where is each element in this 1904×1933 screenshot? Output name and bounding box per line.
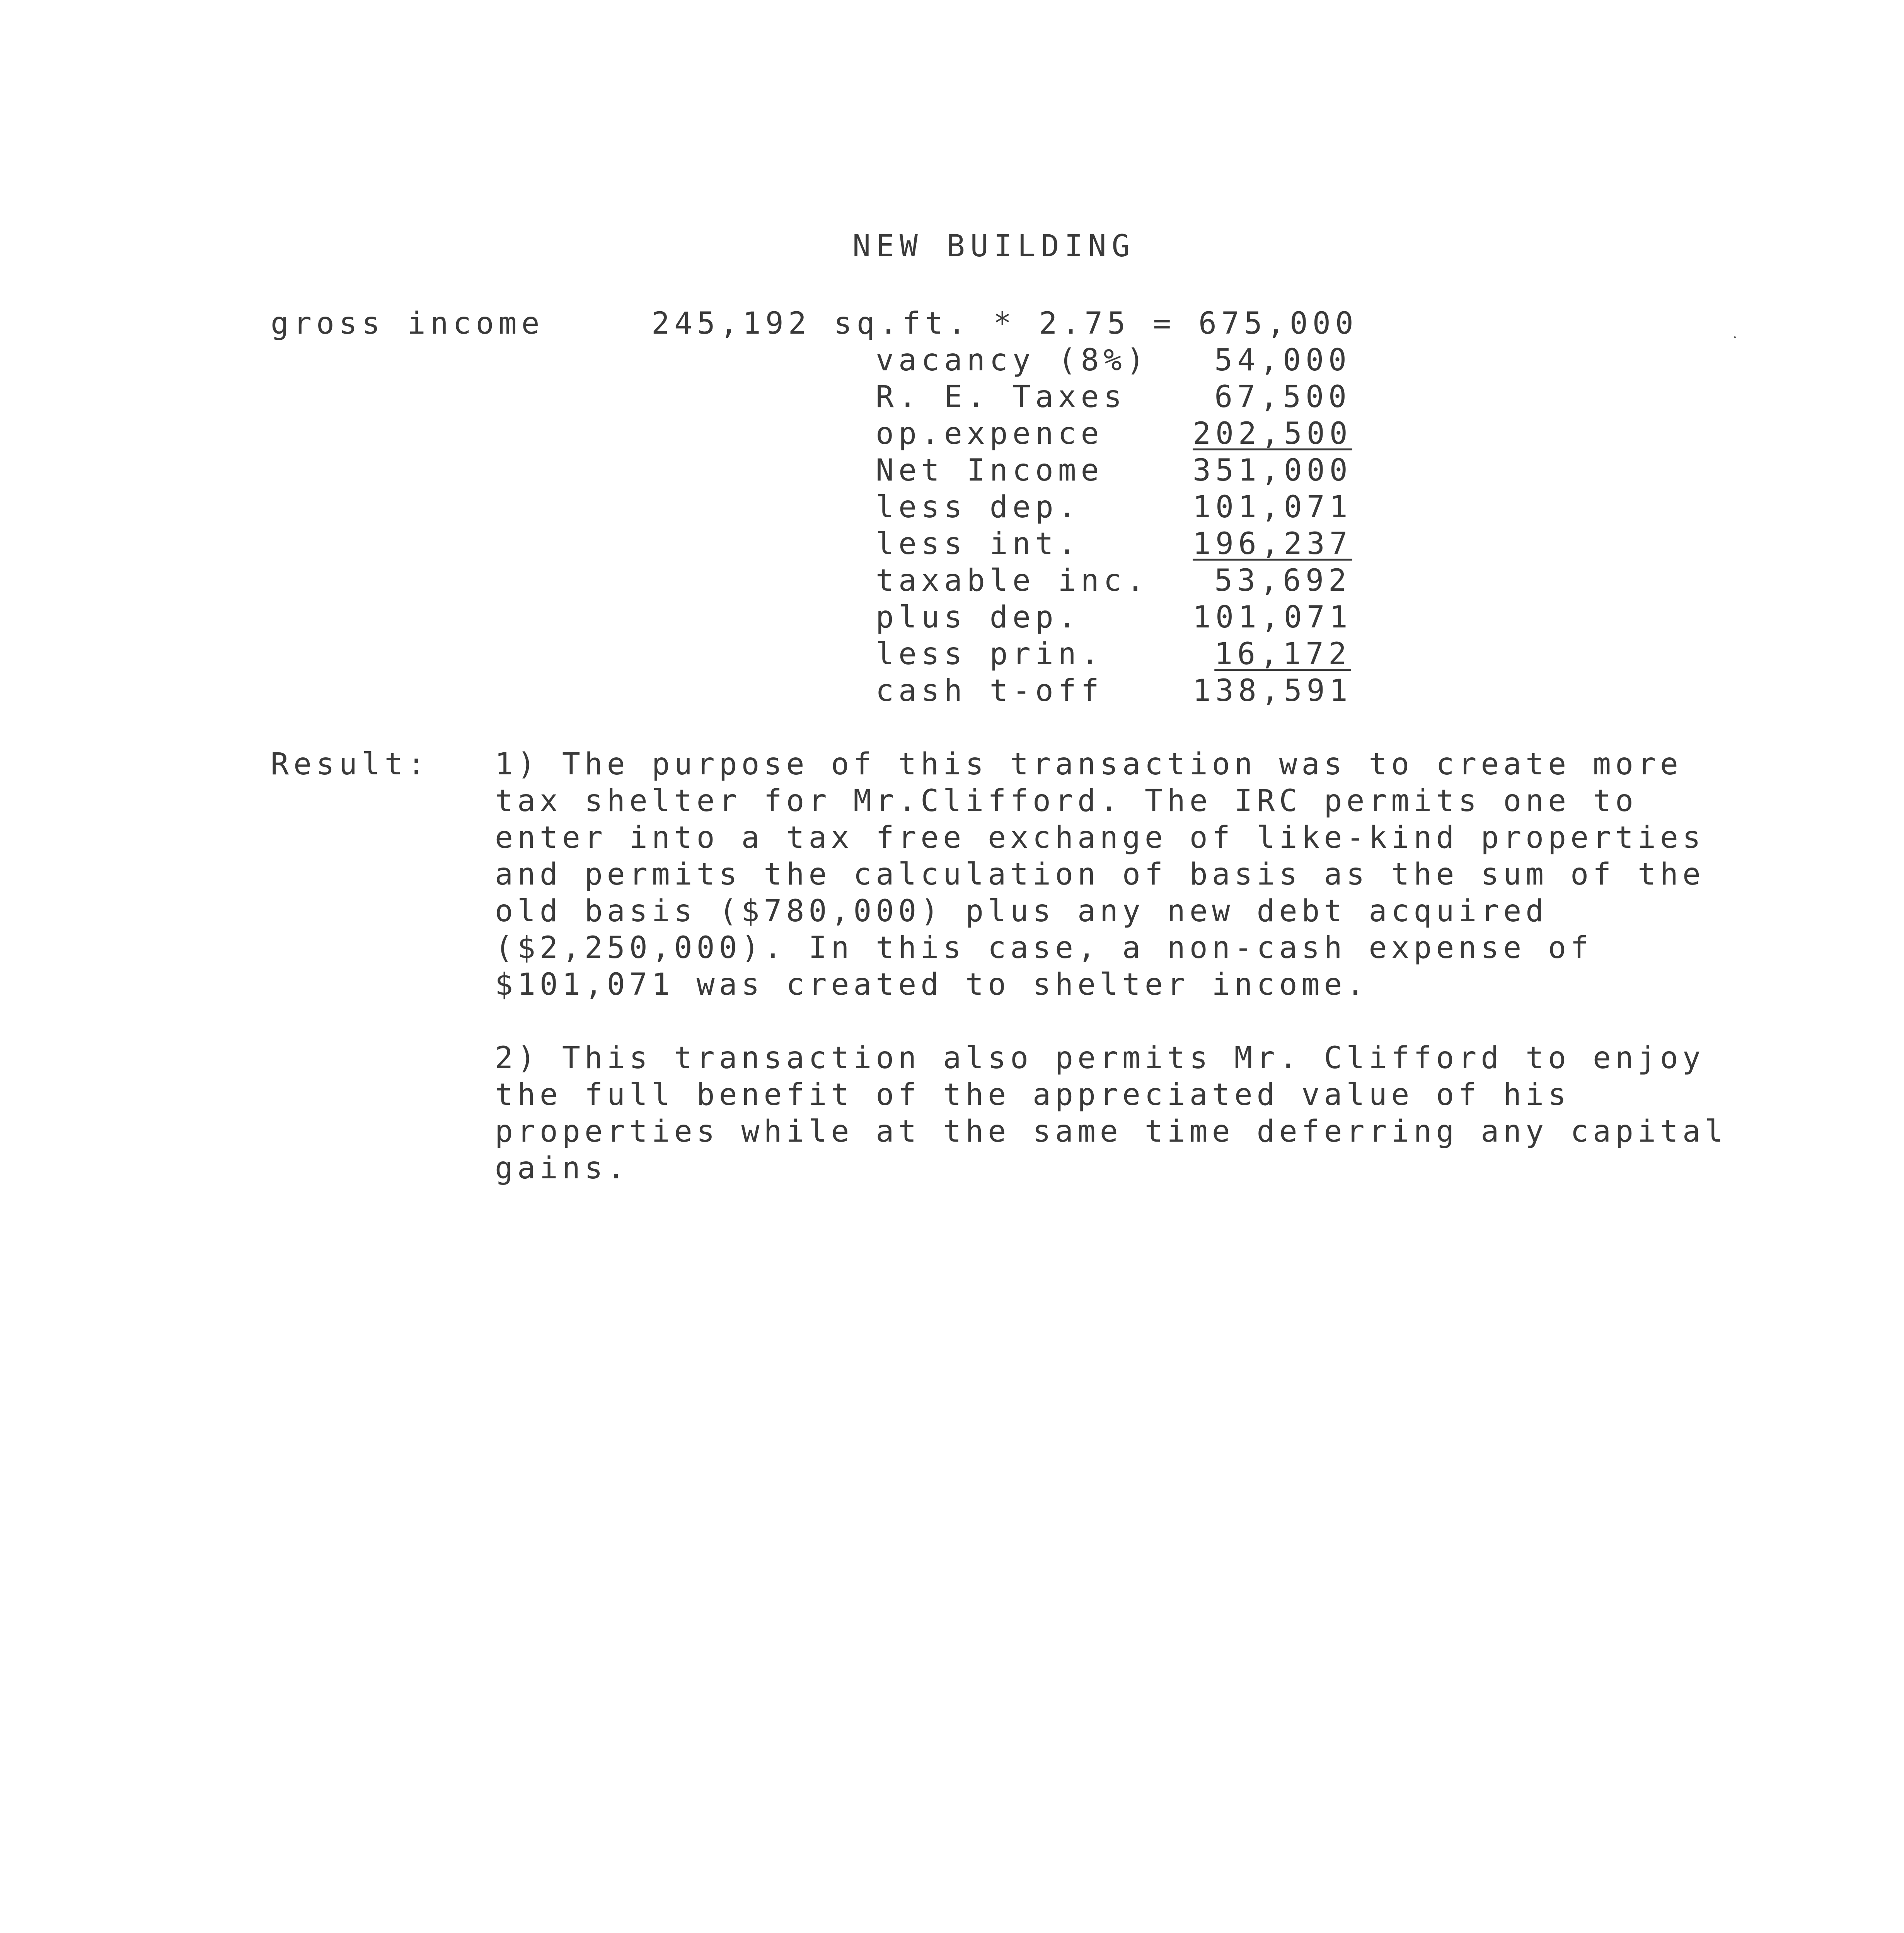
item-label-vacancy: vacancy (8%): [876, 343, 1149, 378]
item-value-cash-t-off: 138,591: [1193, 673, 1352, 708]
item-label-taxable-inc: taxable inc.: [876, 563, 1149, 598]
scan-speck: [1734, 336, 1736, 338]
document-title: NEW BUILDING: [852, 229, 1135, 264]
item-label-op-expence: op.expence: [876, 416, 1104, 451]
item-value-less-dep: 101,071: [1193, 490, 1352, 525]
result-paragraph-2: 2) This transaction also permits Mr. Clifford to enjoy the full benefit of the appreciated value of his properties while at the same time deferring any capital gains.: [495, 1041, 1727, 1186]
item-value-taxable-inc: 53,692: [1214, 563, 1351, 598]
item-label-net-income: Net Income: [876, 453, 1104, 488]
item-label-less-prin: less prin.: [876, 637, 1104, 672]
item-value-plus-dep: 101,071: [1193, 600, 1352, 635]
item-value-vacancy: 54,000: [1214, 343, 1351, 378]
gross-income-label: gross income: [271, 306, 544, 341]
item-value-re-taxes: 67,500: [1214, 380, 1351, 414]
item-value-less-int: 196,237: [1193, 527, 1352, 561]
item-label-cash-t-off: cash t-off: [876, 673, 1104, 708]
item-label-less-int: less int.: [876, 527, 1081, 561]
item-label-less-dep: less dep.: [876, 490, 1081, 525]
item-label-plus-dep: plus dep.: [876, 600, 1081, 635]
item-value-less-prin: 16,172: [1214, 637, 1351, 672]
result-paragraph-1: 1) The purpose of this transaction was to create more tax shelter for Mr.Clifford. The IRC permits one to enter into a tax free exchange of like-kind properties and permits the calculation of basis as the sum of the old basis ($780,000) plus any new debt acquired ($2,250,000). In this case, a non-cash expense of $101,071 was created to shelter income.: [495, 747, 1705, 1002]
item-value-net-income: 351,000: [1193, 453, 1352, 488]
item-value-op-expence: 202,500: [1193, 416, 1352, 451]
gross-income-calculation: 245,192 sq.ft. * 2.75 = 675,000: [651, 306, 1358, 341]
result-label: Result:: [271, 747, 430, 782]
item-label-re-taxes: R. E. Taxes: [876, 380, 1127, 414]
